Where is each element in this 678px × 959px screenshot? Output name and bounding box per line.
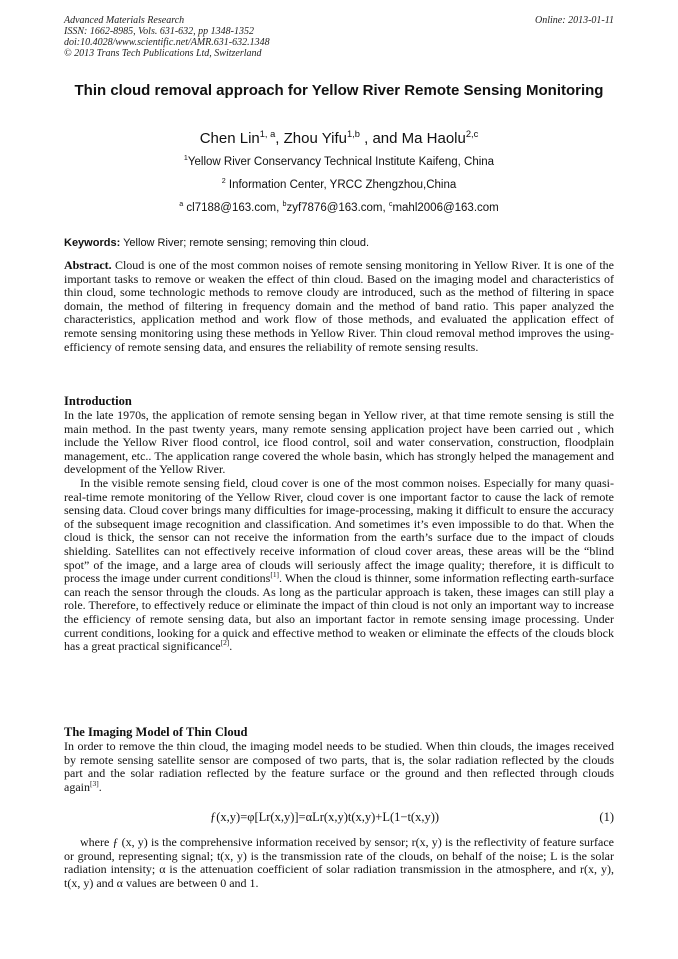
issn-line: ISSN: 1662-8985, Vols. 631-632, pp 1348-1352 (64, 26, 254, 37)
paragraph (64, 477, 614, 654)
email-line (64, 201, 614, 215)
author-affiliation-mark: 1,b (347, 129, 360, 139)
copyright-line: © 2013 Trans Tech Publications Ltd, Switzerland (64, 48, 262, 59)
equation-explanation (64, 836, 614, 890)
author-name: Chen Lin (199, 130, 260, 147)
equation-number: (1) (599, 810, 614, 824)
paragraph: where ƒ (x, y) is the comprehensive information received by sensor; r(x, y) is the reflectivity of feature surface or ground, representing signal; t(x, y) is the transmission rate of the clouds, on behalf of the noise; L is the solar radiation intensity; α is the attenuation coefficient of solar radiation transmission in the atmosphere, and r(x, y), t(x, y) and α values are between 0 and 1. (64, 835, 614, 890)
affiliation-2 (64, 178, 614, 192)
affiliation-mark: 2 (221, 177, 226, 186)
affiliation-text: Information Center, YRCC Zhengzhou,China (225, 179, 457, 191)
paragraph (64, 740, 614, 794)
section-heading-introduction: Introduction (64, 394, 132, 408)
email-mark: a (179, 200, 184, 209)
citation: [2] (220, 638, 230, 648)
abstract-text: Cloud is one of the most common noises of remote sensing monitoring in Yellow River. It is one of the important tasks to remove or weaken the effect of thin cloud. Based on the imaging model and characteristics of thin cloud, some technologic methods to remove cloudy are introduced, such as the method of filtering in space domain, the method of filtering in frequency domain and the method of band ratio. This paper analyzed the characteristics, application method and work flow of those methods, and evaluated the application effect of remote sensing monitoring using these methods in Yellow River. Thin cloud removal method improves the using-efficiency of remote sensing data, and ensures the reliability of remote sensing results. (64, 258, 614, 354)
email-text: mahl2006@163.com (392, 202, 499, 214)
paper-title: Thin cloud removal approach for Yellow River Remote Sensing Monitoring (74, 82, 604, 99)
paragraph-text: In order to remove the thin cloud, the imaging model needs to be studied. When thin clouds, the images received by remote sensing satellite sensor are composed of two parts, that is, the solar radiation reflected by the clouds part and the solar radiation reflected by the feature surface or the ground and then reflected through clouds again (64, 739, 614, 794)
citation: [1] (270, 570, 280, 580)
email-text: zyf7876@163.com, (286, 202, 389, 214)
abstract (64, 259, 614, 354)
paragraph-text: . (98, 779, 102, 794)
author-name: Zhou Yifu (283, 130, 348, 147)
doi-line: doi:10.4028/www.scientific.net/AMR.631-632.1348 (64, 37, 270, 48)
section-heading-imaging-model: The Imaging Model of Thin Cloud (64, 725, 248, 739)
paragraph-text: . (229, 639, 233, 654)
journal-header (64, 15, 270, 59)
author-separator: , (275, 130, 284, 147)
keywords-text: Yellow River; remote sensing; removing thin cloud. (120, 237, 370, 249)
paragraph: In the late 1970s, the application of remote sensing began in Yellow river, at that time remote sensing is still the main method. In the past twenty years, many remote sensing application project have been carried out , which include the Yellow River flood control, ice flood control, soil and water conservation, construction, floodplain management, etc.. The application range covered the whole basin, which has strongly helped the management and development of the Yellow River. (64, 408, 614, 477)
author-separator: , and (359, 130, 402, 147)
email-text: cl7188@163.com, (183, 202, 283, 214)
abstract-label: Abstract. (64, 258, 112, 272)
journal-name: Advanced Materials Research (64, 15, 185, 26)
paragraph-text: In the visible remote sensing field, cloud cover is one of the most common noises. Especially for many quasi-real-time remote monitoring of the Yellow River, cloud cover is one important factor to cause the lack of remote sensing data. Cloud cover brings many difficulties for image-processing, making it difficult to ensure the accuracy of the subsequent image recognition and classification. And sometimes it’s even impossible to do that. When the cloud is thick, the sensor can not receive the information from the earth’s surface due to the impact of clouds shielding. Satellites can not effectively receive information of cloud cover areas, these areas will be the “blind spot” of the image, and a large area of clouds will seriously affect the image quality; therefore, it is difficult to process the image under current conditions (64, 475, 614, 586)
keywords-label: Keywords: (64, 237, 121, 249)
affiliation-1 (64, 155, 614, 169)
email-mark: c (388, 200, 393, 209)
keywords (64, 236, 614, 250)
imaging-model-body (64, 740, 614, 794)
author-affiliation-mark: 1, a (259, 129, 276, 139)
affiliation-mark: 1 (183, 154, 188, 163)
introduction-body (64, 409, 614, 654)
paragraph-text: . When the cloud is thinner, some information reflecting earth-surface can reach the sensor through the clouds. As long as the particular approach is taken, these images can still play a role. Therefore, to effectively reduce or eliminate the impact of thin cloud is not only an important way to increase the efficiency of remote sensing data, but also an important factor in remote sensing image processing. Under current conditions, looking for a quick and effective method to weaken or eliminate the effects of the clouds block has a great practical significance (64, 571, 614, 654)
affiliation-text: Yellow River Conservancy Technical Institute Kaifeng, China (187, 156, 495, 168)
equation-expression: ƒ(x,y)=φ[Lr(x,y)]=αLr(x,y)t(x,y)+L(1−t(x,y)) (210, 810, 440, 824)
author-name: Ma Haolu (401, 130, 466, 147)
citation: [3] (90, 778, 99, 788)
author-list (64, 130, 614, 148)
author-affiliation-mark: 2,c (465, 129, 479, 139)
online-date: Online: 2013-01-11 (535, 15, 614, 26)
email-mark: b (282, 200, 287, 209)
